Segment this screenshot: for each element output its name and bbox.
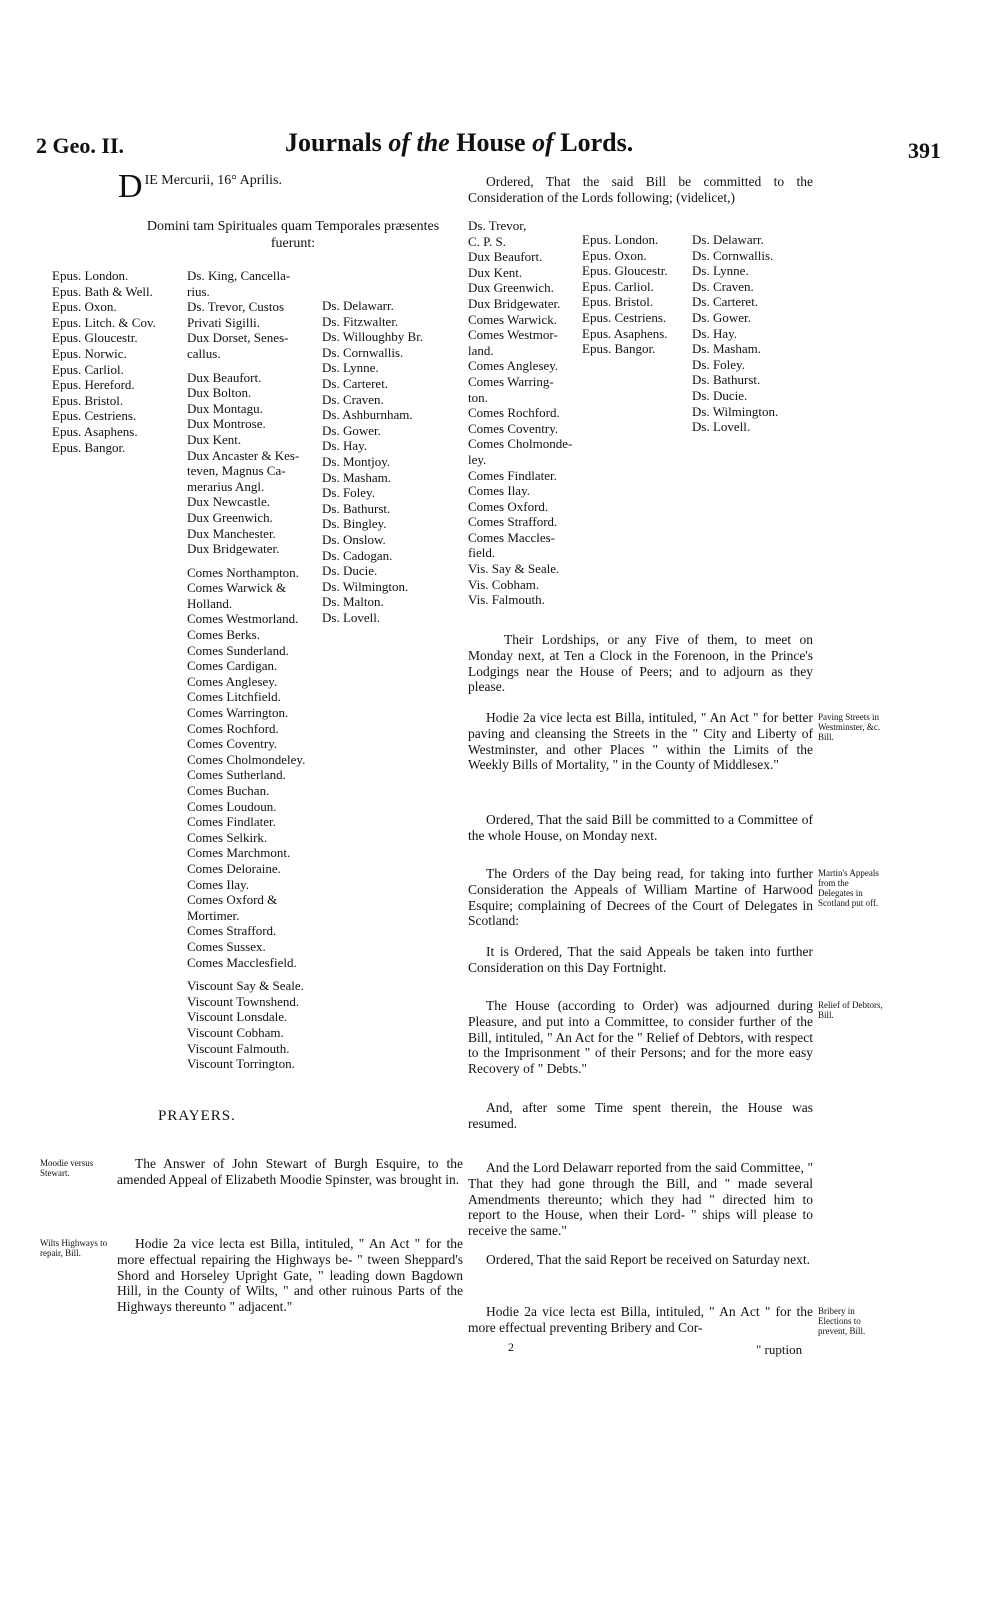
list-item: Vis. Cobham. — [468, 576, 540, 592]
list-item: Comes Northampton. — [187, 564, 299, 580]
list-item: Epus. London. — [52, 268, 129, 283]
entry-paving-bill: Hodie 2a vice lecta est Billa, intituled, " An Act " for better paving and cleansing the Streets in the " City and Liberty of Westminster, and other Places " within the Limits of the Weekly Bills of Mortality, " in the County of Middlesex." — [468, 710, 813, 773]
list-item: Epus. Norwic. — [52, 345, 127, 361]
list-item: rius. — [187, 283, 210, 299]
list-item: Ds. Craven. — [692, 278, 754, 294]
list-item: Comes Anglesey. — [187, 673, 278, 689]
list-item: Dux Dorset, Senes- — [187, 330, 289, 346]
list-item: Ds. Bathurst. — [692, 372, 761, 388]
list-item: Comes Cholmonde- — [468, 436, 573, 452]
sitting-date: DIE Mercurii, 16° Aprilis. — [118, 168, 282, 205]
list-item: Comes Rochford. — [468, 405, 560, 421]
list-item: Comes Berks. — [187, 627, 260, 643]
list-item: Viscount Townshend. — [187, 993, 300, 1009]
margin-note-paving: Paving Streets in Westminster, &c. Bill. — [818, 712, 881, 742]
list-item: Epus. Bangor. — [582, 341, 656, 357]
list-item: Privati Sigilli. — [187, 314, 260, 330]
list-item: Epus. Oxon. — [52, 299, 117, 315]
list-item: Dux Greenwich. — [468, 280, 554, 296]
list-item: Dux Bolton. — [187, 385, 252, 401]
list-item: Viscount Say & Seale. — [187, 978, 304, 994]
list-item: Comes Sunderland. — [187, 642, 289, 658]
list-item: Dux Ancaster & Kes- — [187, 447, 300, 463]
list-item: Comes Coventry. — [468, 420, 559, 436]
margin-note-martin: Martin's Appeals from the Delegates in Scotland put off. — [818, 868, 879, 908]
margin-note-bribery: Bribery in Elections to prevent, Bill. — [818, 1306, 866, 1336]
list-item: Epus. Cestriens. — [582, 309, 667, 325]
page-number: 391 — [908, 138, 941, 163]
report-ordered: Ordered, That the said Report be received on Saturday next. — [486, 1252, 811, 1267]
list-item: Ds. Gower. — [692, 309, 751, 325]
committee-order: Ordered, That the said Bill be committed to the Consideration of the Lords following; (videlicet,) — [468, 174, 813, 205]
house-resumed: And, after some Time spent therein, the House was resumed. — [468, 1100, 813, 1131]
list-item: Comes Marchmont. — [187, 845, 291, 861]
committee-bishops-list — [582, 232, 668, 357]
list-item: Comes Rochford. — [187, 720, 279, 736]
barons-list — [322, 298, 423, 625]
list-item: Ds. Foley. — [322, 485, 375, 501]
list-item: Comes Cardigan. — [187, 658, 278, 674]
list-item: Viscount Falmouth. — [187, 1040, 290, 1056]
list-item: Ds. Fitzwalter. — [322, 313, 399, 329]
committee-earls-list — [468, 218, 572, 608]
list-item: Ds. Carteret. — [322, 375, 389, 391]
list-item: field. — [468, 545, 496, 561]
list-item: Ds. Willoughby Br. — [322, 329, 424, 345]
list-item: Comes Warwick. — [468, 311, 557, 327]
list-item: Comes Coventry. — [187, 736, 278, 752]
list-item: Ds. Trevor, — [468, 218, 527, 233]
committee-meeting: Their Lordships, or any Five of them, to meet on Monday next, at Ten a Clock in the Forenoon, in the Prince's Lodgings near the House of Peers; and to adjourn as they please. — [468, 632, 813, 695]
list-item: Comes Findlater. — [187, 814, 276, 830]
header-regnal-year: 2 Geo. II. — [36, 133, 124, 158]
list-item: Ds. Masham. — [692, 341, 761, 357]
list-item: Dux Greenwich. — [187, 509, 273, 525]
list-item: Dux Manchester. — [187, 525, 276, 541]
list-item: Comes Loudoun. — [187, 798, 277, 814]
list-item: Ds. King, Cancella- — [187, 268, 291, 283]
list-item: Comes Warring- — [468, 373, 554, 389]
list-item: Ds. Cornwallis. — [322, 344, 404, 360]
list-item: Epus. Bristol. — [582, 294, 654, 310]
list-item: Mortimer. — [187, 907, 240, 923]
list-item: Dux Kent. — [187, 431, 242, 447]
list-item: Ds. Gower. — [322, 422, 381, 438]
catchword: " ruption — [756, 1342, 803, 1357]
committee-barons-list — [692, 232, 778, 435]
list-item: Ds. Foley. — [692, 356, 745, 372]
list-item: C. P. S. — [468, 233, 506, 249]
list-item: Ds. Lynne. — [692, 263, 749, 279]
entry-wilts-highways-bill: Hodie 2a vice lecta est Billa, intituled, " An Act " for the more effectual repairing the Highways be- " tween Sheppard's Shord and Horseley Upright Gate, " leading down Bagdown Hill, in the County of Wilts, " and other ruinous Parts of the Highways thereunto " adjacent." — [117, 1236, 463, 1315]
list-item: Epus. Bangor. — [52, 439, 126, 455]
delawarr-report: And the Lord Delawarr reported from the said Committee, " That they had gone through the Bill, and " made several Amendments thereunto; which they had " directed him to report to the House, when their Lord- " ships will please to receive the same." — [468, 1160, 813, 1239]
list-item: Comes Litchfield. — [187, 689, 281, 705]
entry-debtors-bill: The House (according to Order) was adjourned during Pleasure, and put into a Committee, to consider further of the Bill, intituled, " An Act for the " Relief of Debtors, with respect to the Imprisonment " of their Persons; and for the more easy Recovery of " Debts." — [468, 998, 813, 1077]
list-item: Ds. Hay. — [692, 325, 738, 341]
list-item: Dux Kent. — [468, 264, 523, 280]
margin-note-debtors: Relief of Debtors, Bill. — [818, 1000, 883, 1020]
list-item: Dux Bridgewater. — [187, 541, 280, 557]
list-item: Ds. Bingley. — [322, 516, 387, 532]
list-item: Comes Oxford. — [468, 498, 549, 514]
list-item: Ds. Onslow. — [322, 531, 386, 547]
list-item: Ds. Delawarr. — [322, 298, 394, 313]
list-item: Epus. Gloucestr. — [52, 330, 138, 346]
list-item: Comes Westmorland. — [187, 611, 299, 627]
list-item: Epus. London. — [582, 232, 659, 247]
entry-bribery-bill: Hodie 2a vice lecta est Billa, intituled, " An Act " for the more effectual preventing Bribery and Cor- — [468, 1304, 813, 1335]
list-item: Comes Selkirk. — [187, 829, 268, 845]
list-item: Comes Strafford. — [468, 514, 558, 530]
list-item: Epus. Oxon. — [582, 247, 647, 263]
list-item: Ds. Carteret. — [692, 294, 759, 310]
list-item: Comes Sutherland. — [187, 767, 286, 783]
list-item: Epus. Carliol. — [52, 361, 124, 377]
list-item: Epus. Bath & Well. — [52, 283, 153, 299]
list-item: ton. — [468, 389, 488, 405]
list-item: Comes Macclesfield. — [187, 954, 297, 970]
list-item: Comes Warrington. — [187, 705, 289, 721]
entry-moodie-answer: The Answer of John Stewart of Burgh Esquire, to the amended Appeal of Elizabeth Moodie Spinster, was brought in. — [117, 1156, 463, 1187]
list-item: Ds. Ducie. — [692, 387, 748, 403]
list-item: Dux Beaufort. — [187, 369, 262, 385]
list-item: Comes Westmor- — [468, 327, 558, 343]
list-item: Comes Warwick & — [187, 580, 287, 596]
list-item: Ds. Hay. — [322, 438, 368, 454]
list-item: Ds. Cornwallis. — [692, 247, 774, 263]
list-item: Holland. — [187, 595, 233, 611]
signature-mark: 2 — [508, 1340, 514, 1354]
prayers-heading: PRAYERS. — [158, 1108, 236, 1124]
list-item: Epus. Gloucestr. — [582, 263, 668, 279]
list-item: Ds. Lovell. — [692, 419, 751, 435]
list-item: Comes Oxford & — [187, 892, 278, 908]
list-item: Comes Ilay. — [468, 483, 530, 499]
list-item: Ds. Masham. — [322, 469, 391, 485]
entry-martin-appeals: The Orders of the Day being read, for taking into further Consideration the Appeals of William Martine of Harwood Esquire; complaining of Decrees of the Court of Delegates in Scotland: — [468, 866, 813, 929]
list-item: Epus. Asaphens. — [582, 325, 668, 341]
list-item: Viscount Cobham. — [187, 1024, 284, 1040]
list-item: Ds. Craven. — [322, 391, 384, 407]
present-heading: Domini tam Spirituales quam Temporales præsentes fuerunt: — [146, 219, 440, 251]
list-item: callus. — [187, 345, 221, 361]
list-item: Ds. Montjoy. — [322, 453, 391, 469]
list-item: Ds. Lovell. — [322, 609, 381, 625]
list-item: Ds. Wilmington. — [322, 578, 409, 594]
list-item: Epus. Asaphens. — [52, 423, 138, 439]
list-item: Ds. Bathurst. — [322, 500, 391, 516]
margin-note-moodie: Moodie versus Stewart. — [40, 1158, 94, 1178]
list-item: Epus. Cestriens. — [52, 408, 137, 424]
list-item: teven, Magnus Ca- — [187, 463, 286, 479]
list-item: Vis. Say & Seale. — [468, 561, 560, 577]
list-item: Dux Montrose. — [187, 416, 266, 432]
list-item: merarius Angl. — [187, 478, 265, 494]
list-item: Comes Buchan. — [187, 783, 270, 798]
paving-ordered: Ordered, That the said Bill be committed to a Committee of the whole House, on Monday next. — [468, 812, 813, 843]
list-item: Vis. Falmouth. — [468, 592, 545, 608]
list-item: Dux Montagu. — [187, 400, 263, 416]
list-item: Viscount Torrington. — [187, 1056, 295, 1072]
page-title: Journals of the House of Lords. — [285, 128, 634, 157]
list-item: Ds. Trevor, Custos — [187, 299, 285, 315]
list-item: Comes Strafford. — [187, 923, 277, 939]
list-item: Ds. Delawarr. — [692, 232, 764, 247]
officers-dukes-earls-list — [187, 268, 305, 1072]
list-item: Epus. Bristol. — [52, 392, 124, 408]
list-item: Epus. Carliol. — [582, 278, 654, 294]
list-item: Dux Beaufort. — [468, 249, 543, 265]
list-item: Comes Deloraine. — [187, 860, 281, 876]
martin-ordered: It is Ordered, That the said Appeals be taken into further Consideration on this Day Fortnight. — [468, 944, 813, 975]
list-item: Ds. Malton. — [322, 594, 384, 610]
list-item: Comes Cholmondeley. — [187, 751, 306, 767]
list-item: Ds. Lynne. — [322, 360, 379, 376]
list-item: Comes Sussex. — [187, 938, 266, 954]
list-item: Ds. Ducie. — [322, 563, 378, 579]
bishops-list — [52, 268, 156, 455]
list-item: Dux Newcastle. — [187, 494, 271, 510]
list-item: Comes Anglesey. — [468, 358, 559, 374]
list-item: Comes Maccles- — [468, 529, 556, 545]
list-item: Dux Bridgewater. — [468, 295, 561, 311]
margin-note-wilts: Wilts Highways to repair, Bill. — [40, 1238, 108, 1258]
list-item: land. — [468, 342, 494, 358]
list-item: Comes Findlater. — [468, 467, 557, 483]
list-item: Ds. Cadogan. — [322, 547, 393, 563]
list-item: ley. — [468, 451, 487, 467]
list-item: Comes Ilay. — [187, 876, 249, 892]
list-item: Viscount Lonsdale. — [187, 1009, 288, 1025]
list-item: Ds. Ashburnham. — [322, 407, 413, 423]
list-item: Epus. Litch. & Cov. — [52, 314, 156, 330]
list-item: Ds. Wilmington. — [692, 403, 779, 419]
list-item: Epus. Hereford. — [52, 377, 135, 393]
